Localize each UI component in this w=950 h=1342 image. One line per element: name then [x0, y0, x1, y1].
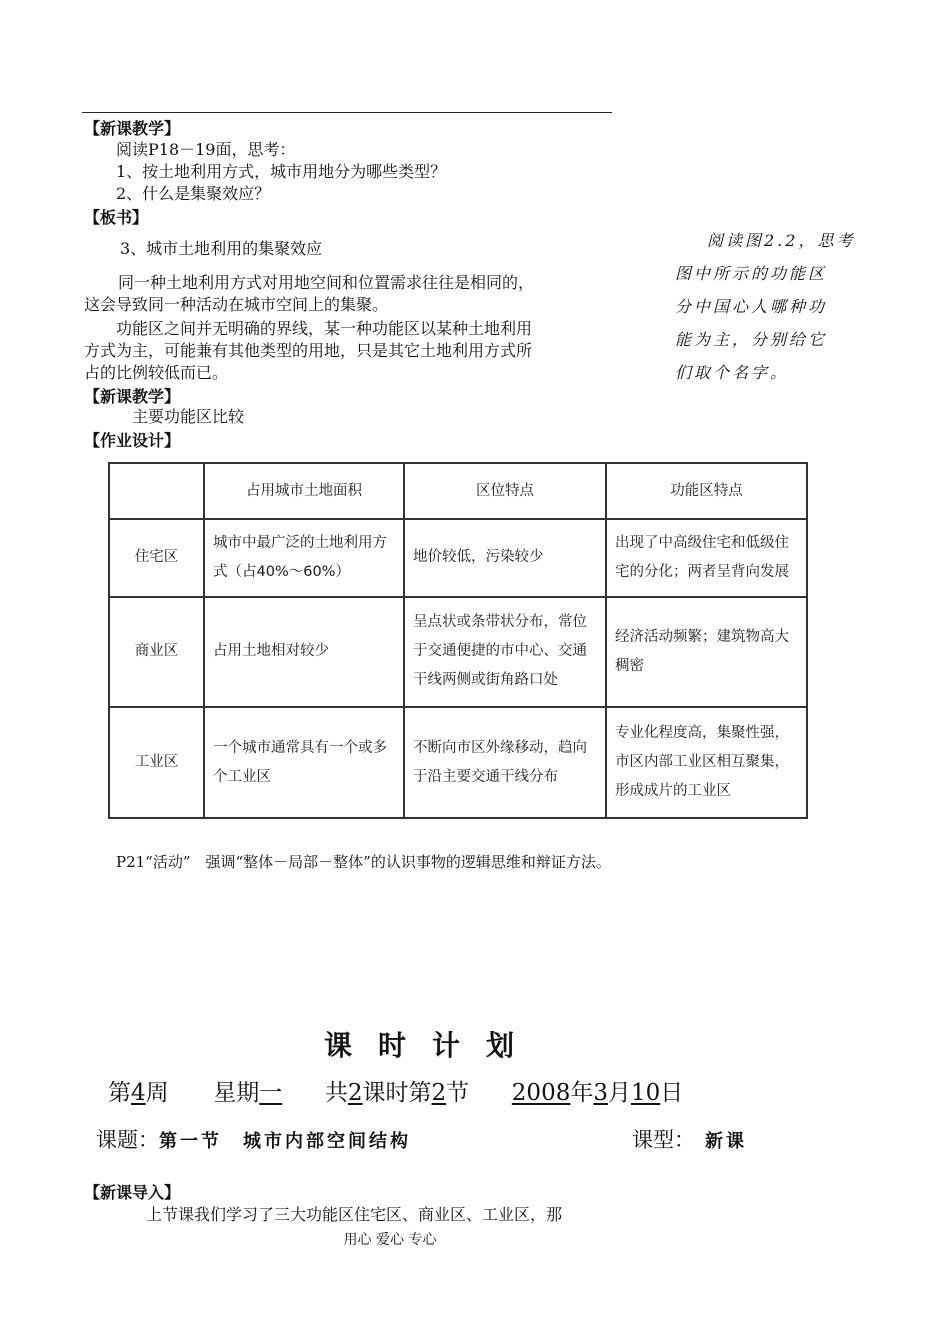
table-header-row [109, 463, 807, 519]
reading-instruction: 阅读P18－19面，思考： [116, 140, 296, 159]
page-footer: 用心 爱心 专心 [343, 1232, 437, 1248]
sidebar-line-3: 分中国心人哪种功 [675, 297, 828, 316]
table-cell: 一个城市通常具有一个或多个工业区 [204, 707, 404, 818]
table-cell: 占用土地相对较少 [204, 597, 404, 708]
board-header: 【板书】 [84, 208, 149, 227]
table-cell: 出现了中高级住宅和低级住宅的分化；两者呈背向发展 [606, 519, 807, 597]
sidebar-note [675, 224, 870, 389]
day-prefix: 星期 [213, 1080, 260, 1106]
sidebar-line-1: 阅读图2.2，思考 [707, 231, 856, 250]
table-row [109, 707, 807, 818]
activity-note: P21“活动” 强调“整体－局部－整体”的认识事物的逻辑思维和辩证方法。 [116, 853, 611, 871]
comparison-caption: 主要功能区比较 [132, 407, 245, 426]
table-cell: 呈点状或条带状分布，常位于交通便捷的市中心、交通干线两侧或街角路口处 [404, 597, 606, 708]
period-suffix: 节 [446, 1080, 470, 1106]
type-value: 新课 [705, 1131, 747, 1152]
table-header-cell: 占用城市土地面积 [204, 463, 404, 519]
table-cell: 专业化程度高，集聚性强，市区内部工业区相互聚集，形成成片的工业区 [606, 707, 807, 818]
table-cell: 地价较低，污染较少 [404, 519, 606, 597]
table-cell: 经济活动频繁；建筑物高大稠密 [606, 597, 807, 708]
sidebar-line-4: 能为主，分别给它 [675, 330, 828, 349]
top-rule [82, 112, 612, 113]
row-label-industrial: 工业区 [109, 707, 204, 818]
date-line [108, 1074, 683, 1107]
table-cell: 城市中最广泛的土地利用方式（占40%～60%） [204, 519, 404, 597]
board-para2-line2: 方式为主，可能兼有其他类型的用地，只是其它土地利用方式所 [84, 341, 533, 360]
topic-value: 第一节 城市内部空间结构 [159, 1131, 411, 1152]
year-value: 2008 [511, 1080, 571, 1106]
date-suffix: 日 [660, 1080, 684, 1106]
new-lesson-header-2: 【新课教学】 [84, 387, 181, 406]
table-header-cell [109, 463, 204, 519]
new-lesson-header: 【新课教学】 [84, 119, 181, 138]
type-label: 课型： [632, 1128, 695, 1152]
week-prefix: 第 [108, 1080, 131, 1106]
row-label-commercial: 商业区 [109, 597, 204, 708]
sidebar-line-2: 图中所示的功能区 [675, 264, 828, 283]
total-prefix: 共 [324, 1080, 348, 1106]
total-suffix: 课时第 [362, 1080, 432, 1106]
board-para2-line3: 占的比例较低而已。 [84, 363, 229, 382]
function-zone-table [108, 462, 808, 819]
month-suffix: 月 [607, 1080, 631, 1106]
topic-label: 课题： [96, 1128, 159, 1152]
intro-header: 【新课导入】 [84, 1183, 181, 1202]
row-label-residential: 住宅区 [109, 519, 204, 597]
topic-line [96, 1124, 411, 1154]
homework-header: 【作业设计】 [84, 431, 181, 450]
year-suffix: 年 [570, 1080, 594, 1106]
sidebar-line-5: 们取个名字。 [675, 363, 790, 382]
question-1: 1、按土地利用方式，城市用地分为哪些类型？ [116, 162, 447, 181]
board-para1-line1: 同一种土地利用方式对用地空间和位置需求往往是相同的， [118, 273, 535, 292]
intro-line: 上节课我们学习了三大功能区住宅区、商业区、工业区，那 [146, 1205, 563, 1224]
board-para2-line1: 功能区之间并无明确的界线，某一种功能区以某种土地利用 [116, 319, 533, 338]
board-para1-line2: 这会导致同一种活动在城市空间上的集聚。 [84, 295, 389, 314]
day-value: 一 [259, 1080, 283, 1106]
table-header-cell: 功能区特点 [606, 463, 807, 519]
week-number: 4 [131, 1080, 146, 1106]
board-subtitle: 3、城市土地利用的集聚效应 [120, 239, 323, 258]
period-number: 2 [431, 1080, 447, 1106]
total-periods: 2 [347, 1080, 363, 1106]
lesson-type-line [632, 1124, 747, 1154]
month-value: 3 [593, 1080, 608, 1106]
table-header-cell: 区位特点 [404, 463, 606, 519]
table-cell: 不断向市区外缘移动，趋向于沿主要交通干线分布 [404, 707, 606, 818]
week-suffix: 周 [145, 1080, 169, 1106]
table-row [109, 519, 807, 597]
question-2: 2、什么是集聚效应？ [116, 184, 271, 203]
table-row [109, 597, 807, 708]
lesson-plan-title: 课时计划 [323, 1029, 540, 1062]
date-value: 10 [630, 1080, 661, 1106]
